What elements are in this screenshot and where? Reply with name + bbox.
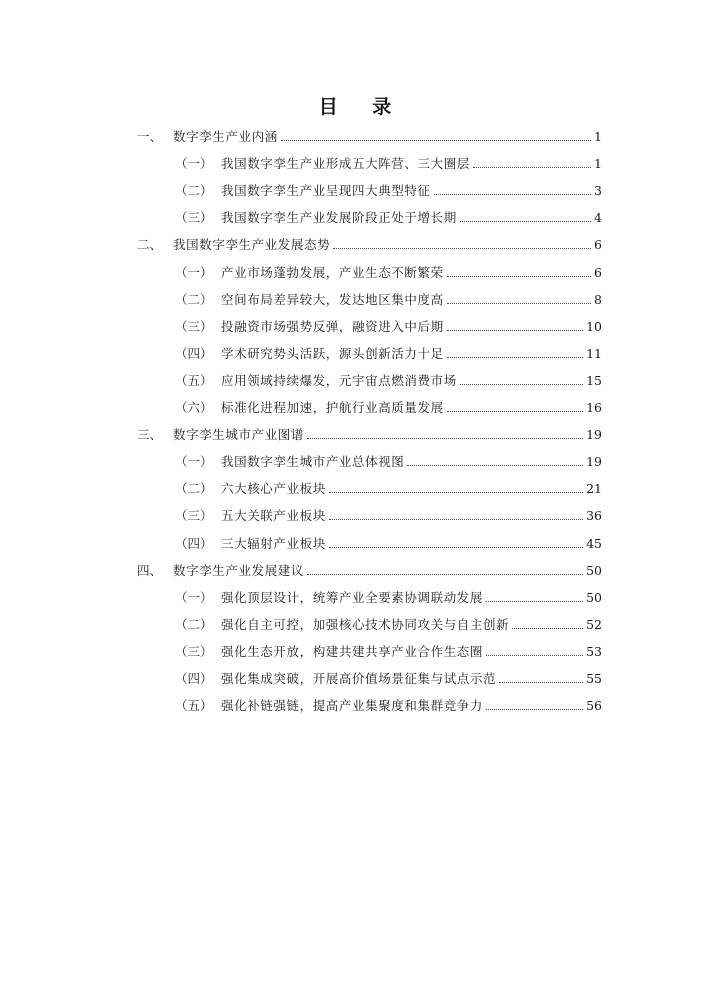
toc-entry-number: （三） (175, 508, 213, 524)
toc-chapter-row[interactable] (137, 559, 602, 579)
dot-leader (460, 384, 583, 385)
toc-entry-title: 强化自主可控，加强核心技术协同攻关与自主创新 (221, 616, 510, 632)
toc-entry-title: 强化生态开放，构建共建共享产业合作生态圈 (221, 643, 484, 659)
toc-entry-number: 一、 (137, 129, 163, 144)
toc-entry-title: 数字孪生产业内涵 (173, 129, 278, 144)
toc-entry-number: （一） (175, 156, 213, 172)
toc-section-row[interactable] (175, 640, 602, 660)
toc-entry-number: （二） (175, 183, 213, 199)
toc-entry-page-number: 8 (594, 291, 602, 307)
toc-entry-number: （三） (175, 210, 213, 226)
toc-entry-title: 产业市场蓬勃发展，产业生态不断繁荣 (221, 264, 444, 280)
toc-entry-page-number: 53 (586, 643, 602, 659)
toc-entry-number: （一） (175, 454, 213, 470)
toc-section-row[interactable] (175, 261, 602, 281)
toc-entry-title: 数字孪生城市产业图谱 (173, 427, 305, 443)
dot-leader (512, 628, 583, 629)
toc-entry-number: （六） (175, 400, 213, 415)
toc-section-row[interactable] (175, 667, 602, 687)
toc-entry-title: 我国数字孪生城市产业总体视图 (221, 454, 405, 470)
toc-entry-number: （二） (175, 481, 213, 497)
toc-entry-number: （四） (175, 345, 213, 361)
toc-entry-title: 我国数字孪生产业发展态势 (173, 237, 331, 253)
dot-leader (473, 167, 591, 168)
toc-section-row[interactable] (175, 477, 602, 497)
toc-entry-title: 空间布局差异较大，发达地区集中度高 (221, 291, 444, 307)
dot-leader (333, 248, 591, 249)
dot-leader (329, 547, 583, 548)
toc-entry-page-number: 11 (586, 345, 602, 361)
toc-entry-page-number: 19 (586, 454, 602, 470)
dot-leader (407, 465, 583, 466)
toc-entry-page-number: 50 (586, 589, 602, 605)
dot-leader (329, 519, 583, 520)
toc-entry-page-number: 10 (586, 318, 602, 334)
toc-entry-title: 我国数字孪生产业呈现四大典型特征 (221, 183, 431, 199)
dot-leader (460, 221, 591, 222)
toc-title: 目 录 (318, 96, 406, 118)
toc-section-row[interactable] (175, 152, 602, 172)
toc-entry-number: （三） (175, 643, 213, 659)
toc-entry-title: 应用领域持续爆发，元宇宙点燃消费市场 (221, 372, 457, 388)
dot-leader (329, 492, 583, 493)
toc-entry-title: 三大辐射产业板块 (221, 535, 326, 551)
toc-entry-title: 投融资市场强势反弹，融资进入中后期 (221, 318, 444, 334)
dot-leader (486, 655, 583, 656)
dot-leader (307, 438, 583, 439)
toc-entry-page-number: 56 (586, 698, 602, 714)
toc-entry-number: （三） (175, 318, 213, 334)
toc-entry-number: 三、 (137, 427, 163, 443)
toc-section-row[interactable] (175, 179, 602, 199)
toc-entry-title: 数字孪生产业发展建议 (173, 562, 305, 578)
toc-section-row[interactable] (175, 532, 602, 552)
dot-leader (486, 601, 583, 602)
toc-entry-page-number: 3 (594, 183, 602, 199)
toc-section-row[interactable] (175, 315, 602, 335)
toc-section-row[interactable] (175, 288, 602, 308)
toc-section-row[interactable] (175, 586, 602, 606)
dot-leader (486, 709, 583, 710)
dot-leader (447, 276, 591, 277)
toc-entry-number: 二、 (137, 237, 163, 253)
toc-entry-number: 四、 (137, 562, 163, 578)
toc-entry-page-number: 6 (594, 264, 602, 280)
toc-entry-page-number: 50 (586, 562, 602, 578)
toc-entry-number: （二） (175, 291, 213, 307)
toc-entry-page-number: 21 (586, 481, 602, 497)
dot-leader (499, 682, 583, 683)
toc-entry-page-number: 52 (586, 616, 602, 632)
toc-entry-title: 学术研究势头活跃，源头创新活力十足 (221, 345, 444, 361)
toc-entry-number: （一） (175, 264, 213, 280)
toc-entry-page-number: 19 (586, 427, 602, 443)
toc-entry-page-number: 1 (594, 156, 602, 172)
toc-chapter-row[interactable] (137, 233, 602, 253)
dot-leader (447, 303, 591, 304)
toc-chapter-row[interactable] (137, 423, 602, 443)
toc-section-row[interactable] (175, 342, 602, 362)
dot-leader (447, 411, 583, 412)
toc-entry-page-number: 4 (594, 210, 602, 226)
toc-entry-title: 六大核心产业板块 (221, 481, 326, 497)
toc-entry-page-number: 55 (586, 671, 602, 686)
toc-entry-page-number: 36 (586, 508, 602, 524)
toc-section-row[interactable] (175, 450, 602, 470)
toc-entry-page-number: 1 (594, 129, 602, 144)
toc-entry-title: 强化顶层设计，统筹产业全要素协调联动发展 (221, 589, 484, 605)
toc-section-row[interactable] (175, 396, 602, 416)
toc-entry-title: 强化补链强链，提高产业集聚度和集群竞争力 (221, 698, 484, 714)
toc-section-row[interactable] (175, 613, 602, 633)
toc-entry-number: （四） (175, 535, 213, 551)
toc-entry-title: 五大关联产业板块 (221, 508, 326, 524)
toc-entry-page-number: 15 (586, 372, 602, 388)
toc-entry-page-number: 45 (586, 535, 602, 551)
toc-entry-number: （五） (175, 698, 213, 714)
toc-section-row[interactable] (175, 369, 602, 389)
dot-leader (307, 574, 583, 575)
toc-section-row[interactable] (175, 504, 602, 524)
toc-entry-title: 强化集成突破，开展高价值场景征集与试点示范 (221, 671, 497, 686)
toc-entry-number: （二） (175, 616, 213, 632)
dot-leader (434, 194, 591, 195)
toc-entry-title: 标准化进程加速，护航行业高质量发展 (221, 400, 444, 415)
toc-entry-page-number: 6 (594, 237, 602, 253)
toc-section-row[interactable] (175, 206, 602, 226)
dot-leader (447, 330, 583, 331)
toc-section-row[interactable] (175, 694, 602, 714)
dot-leader (447, 357, 583, 358)
toc-entry-number: （一） (175, 589, 213, 605)
dot-leader (281, 140, 591, 141)
toc-entry-title: 我国数字孪生产业形成五大阵营、三大圈层 (221, 156, 470, 172)
toc-chapter-row[interactable] (137, 125, 602, 145)
toc-entry-number: （五） (175, 372, 213, 388)
toc-entry-number: （四） (175, 671, 213, 686)
toc-entry-page-number: 16 (586, 400, 602, 415)
toc-entry-title: 我国数字孪生产业发展阶段正处于增长期 (221, 210, 457, 226)
